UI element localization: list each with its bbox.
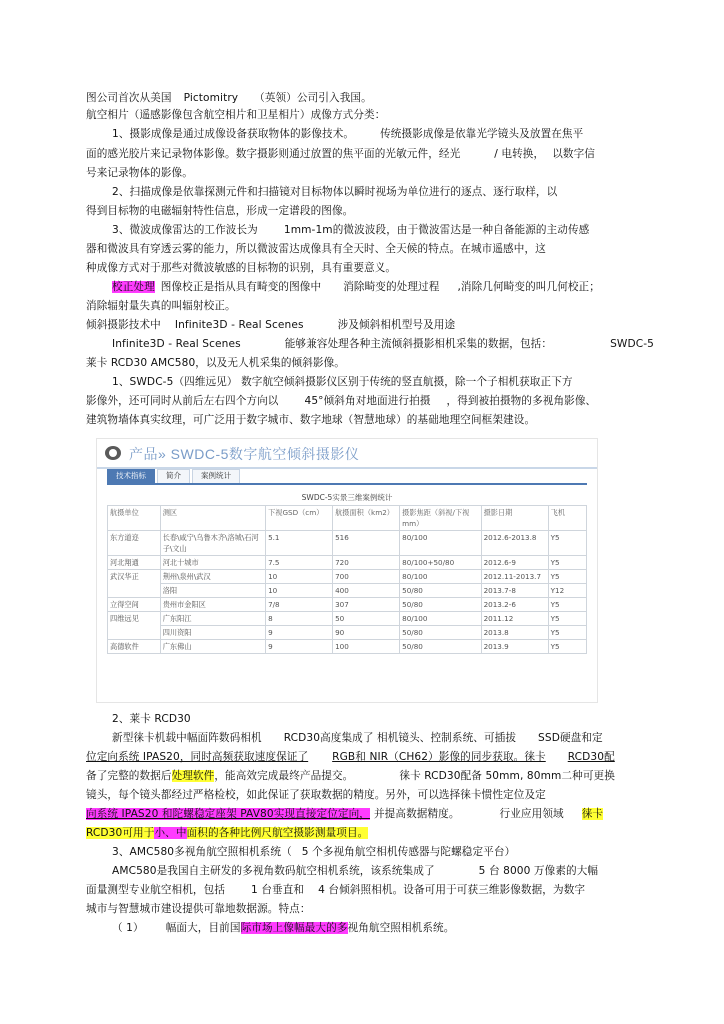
table-row [108,556,587,570]
text-span: 传统摄影成像是依靠光学镜头及放置在焦平 [380,128,584,140]
table-cell: 100 [333,640,400,654]
table-cell: 2013.9 [481,640,548,654]
table-cell: 2012.6-9 [481,556,548,570]
text-span: 位定向系统 IPAS20，同时高频获取速度保证了 [86,751,309,763]
text-line-1 [86,90,372,106]
table-cell: 80/100+50/80 [400,556,481,570]
table-cell: 武汉华正 [108,570,161,598]
highlight-span: 处理软件 [171,770,215,782]
case-statistics-table [107,491,587,654]
text-span: 1 台垂直和 [251,884,305,896]
text-span: 新型徕卡机载中幅面阵数码相机 [112,732,262,744]
table-row [108,584,587,598]
highlight-span: 徕卡 [581,808,604,820]
text-span: SWDC-5 [610,338,654,350]
header-cell: 航摄面积（km2） [333,506,400,531]
header-cell: 摄影日期 [481,506,548,531]
table-cell: Y5 [548,612,586,626]
text-line-3 [112,126,583,142]
text-line-30 [112,920,454,936]
text-span: 行业应用领域 [499,808,564,820]
text-span: （ 1） [112,922,144,934]
text-span: 备了完整的数据后 [86,770,172,782]
text-span: ，得到被拍摄物的多视角影像、 [446,395,597,407]
text-line-25 [86,825,368,841]
highlight-span: 面 [186,827,198,839]
text-line-29: 城市与智慧城市建设提供可靠地数据源。特点： [86,903,311,915]
text-span: 影像外，还可同时从前后左右四个方向以 [86,395,279,407]
table-cell: 河北翔通 [108,556,161,570]
table-cell: 80/100 [400,570,481,584]
text-span: 能够兼容处理各种主流倾斜摄影相机采集的数据，包括： [284,338,553,350]
text-line-22 [86,768,615,784]
table-cell: 2012.6-2013.8 [481,531,548,556]
table-row [108,531,587,556]
table-cell: 河北十城市 [160,556,265,570]
table-cell: Y5 [548,531,586,556]
text-span: 1mm-1m的微波波段，由于微波雷达是一种自备能源的主动传感 [283,224,590,236]
text-span: 5 台 8000 万像素的大幅 [478,865,599,877]
text-span: 并提高数据精度。 [373,808,460,820]
text-span: （英领）公司引入我国。 [254,92,372,104]
text-span: 面的感光胶片来记录物体影像。数字摄影则通过放置的焦平面的光敏元件，经光 [86,148,461,160]
table-cell: 307 [333,598,400,612]
table-cell: 10 [266,570,333,584]
text-line-12: 消除辐射量失真的叫辐射校正。 [86,300,236,312]
table-cell: 长春\咸宁\乌鲁木齐\洛城\石河子\文山 [160,531,265,556]
header-cell: 飞机 [548,506,586,531]
text-line-2: 航空相片（遥感影像包含航空相片和卫星相片）成像方式分类： [86,109,386,121]
text-line-21 [86,749,615,765]
text-span: 3、微波成像雷达的工作波长为 [112,224,258,236]
table-cell: 四维远见 [108,612,161,640]
text-span: RCD30配 [567,751,615,763]
text-line-19: 2、莱卡 RCD30 [112,713,191,725]
text-span: Infinite3D - Real Scenes [174,319,304,331]
text-line-8 [112,222,589,238]
table-cell: Y5 [548,556,586,570]
text-line-7: 得到目标物的电磁辐射特性信息，形成一定谱段的图像。 [86,205,354,217]
table-cell: 2013.8 [481,626,548,640]
text-span: RGB和 NIR（CH62）影像的同步获取。徕卡 [332,751,546,763]
text-span: 1、摄影成像是通过成像设备获取物体的影像技术。 [112,128,355,140]
text-line-24 [86,806,603,822]
table-cell: 400 [333,584,400,598]
table-header-row [108,506,587,531]
text-line-10: 种成像方式对于那些对微波敏感的目标物的识别，具有重要意义。 [86,262,397,274]
header-cell: 测区 [160,506,265,531]
table-caption: SWDC-5实景三维案例统计 [301,493,393,502]
highlight-span: 小、中 [154,827,187,839]
highlight-span: 际市场上像幅最大的多 [240,922,348,934]
header-cell: 下视GSD（cm） [266,506,333,531]
table-cell: 四川资阳 [160,626,265,640]
text-span: 45°倾斜角对地面进行拍摄 [304,395,431,407]
table-cell: 2012.11-2013.7 [481,570,548,584]
table-cell: 50/80 [400,626,481,640]
text-line-16: 1、SWDC-5（四维远见） 数字航空倾斜摄影仪区别于传统的竖直航摄，除一个子相机获取正下方 [112,376,573,388]
text-span: 徕卡 RCD30配备 50mm, 80mm二种可更换 [399,770,615,782]
text-span: 以数字信 [552,148,595,160]
table-cell: 洛阳 [160,584,265,598]
text-span: RCD30高度集成了 相机镜头、控制系统、可插拔 [283,732,517,744]
table-cell: 8 [266,612,333,626]
embedded-product-screenshot [96,438,598,703]
highlight-span: 积的各种比例尺航空摄影测量项目。 [197,827,369,839]
table-cell: 90 [333,626,400,640]
tab-cases[interactable]: 案例统计 [192,469,240,483]
text-line-17 [86,393,596,409]
text-line-11 [112,279,600,295]
table-cell: 50 [333,612,400,626]
table-cell: 广东阳江 [160,612,265,626]
table-cell: 立得空间 [108,598,161,612]
text-span: Infinite3D - Real Scenes [112,338,241,350]
screenshot-header [97,439,597,469]
table-cell: 广东佛山 [160,640,265,654]
text-line-20 [112,730,603,746]
text-span: AMC580是我国自主研发的多视角数码航空相机系统，该系统集成了 [112,865,435,877]
table-cell: 高德软件 [108,640,161,654]
header-cell: 摄影焦距（斜视/下视mm） [400,506,481,531]
table-cell: 7/8 [266,598,333,612]
table-row [108,626,587,640]
text-line-28 [86,882,585,898]
table-row [108,640,587,654]
table-cell: Y5 [548,626,586,640]
table-cell: 700 [333,570,400,584]
text-span: 视角航空照相机系统。 [347,922,455,934]
table-cell: Y5 [548,640,586,654]
tab-underline [107,483,587,485]
table-row [108,570,587,584]
text-span: ，能高效完成最终产品提交。 [214,770,354,782]
text-line-14 [112,336,654,352]
text-span: 4 台倾斜照相机。设备可用于可获三维影像数据，为数字 [318,884,586,896]
text-span: 幅面大，目前国 [165,922,241,934]
highlight-span: RCD30可用于 [86,827,155,839]
table-row [108,598,587,612]
table-cell: 东方道迩 [108,531,161,556]
table-cell: 80/100 [400,612,481,626]
screenshot-tabs [107,469,242,483]
table-cell: 516 [333,531,400,556]
text-line-26 [112,844,515,860]
text-span: 图像校正是指从具有畸变的图像中 [160,281,322,293]
table-cell: 10 [266,584,333,598]
table-cell: 2013.2-6 [481,598,548,612]
text-line-5: 号来记录物体的影像。 [86,167,193,179]
text-span: 涉及倾斜相机型号及用途 [337,319,456,331]
table-cell: 7.5 [266,556,333,570]
table-cell: Y5 [548,570,586,584]
text-span: / 电转换， [494,148,545,160]
table-cell: 720 [333,556,400,570]
text-span: 消除畸变的处理过程 [343,281,440,293]
highlight-span: 向系统 IPAS20 和陀螺稳定座架 PAV80实现直接定位定向， [86,808,370,820]
text-span: SSD硬盘和定 [538,732,603,744]
text-span: Pictomitry [183,92,239,104]
text-span: 图公司首次从美国 [86,92,172,104]
text-line-6: 2、扫描成像是依靠探测元件和扫描镜对目标物体以瞬时视场为单位进行的逐点、逐行取样，以 [112,186,558,198]
table-cell: 50/80 [400,640,481,654]
table-cell: Y12 [548,584,586,598]
table-cell: 9 [266,626,333,640]
text-line-13 [86,317,455,333]
text-line-27 [112,863,598,879]
text-span: 倾斜摄影技术中 [86,319,161,331]
text-span: ,消除几何畸变的叫几何校正； [457,281,600,293]
screenshot-title: 产品» SWDC-5数字航空倾斜摄影仪 [129,446,360,462]
text-line-18: 建筑物墙体真实纹理，可广泛用于数字城市、数字地球（智慧地球）的基础地理空间框架建设。 [86,414,536,426]
text-line-23: 镜头，每个镜头都经过严格检校，如此保证了获取数据的精度。另外，可以选择徕卡惯性定位及定 [86,789,546,801]
text-line-9: 器和微波具有穿透云雾的能力，所以微波雷达成像具有全天时、全天候的特点。在城市遥感中，这 [86,243,546,255]
header-cell: 航摄单位 [108,506,161,531]
table-cell: 2011.12 [481,612,548,626]
text-span: 5 个多视角航空相机传感器与陀螺稳定平台） [301,846,516,858]
text-line-4 [86,146,595,162]
tab-intro[interactable]: 简介 [157,469,190,483]
table-cell: 50/80 [400,598,481,612]
text-line-15: 莱卡 RCD30 AMC580，以及无人机采集的倾斜影像。 [86,357,346,369]
brand-logo-icon [105,446,121,460]
table-cell: Y5 [548,598,586,612]
table-cell: 贵州市金阳区 [160,598,265,612]
table-cell: 5.1 [266,531,333,556]
table-row [108,612,587,626]
highlight-span: 校正处理 [112,281,155,293]
table-cell: 2013.7-8 [481,584,548,598]
text-span: 面量测型专业航空相机，包括 [86,884,226,896]
table-cell: 9 [266,640,333,654]
table-cell: 荆州\泉州\武汉 [160,570,265,584]
text-span: 3、AMC580多视角航空照相机系统（ [112,846,292,858]
table-cell: 50/80 [400,584,481,598]
tab-specs[interactable]: 技术指标 [107,469,155,483]
table-cell: 80/100 [400,531,481,556]
